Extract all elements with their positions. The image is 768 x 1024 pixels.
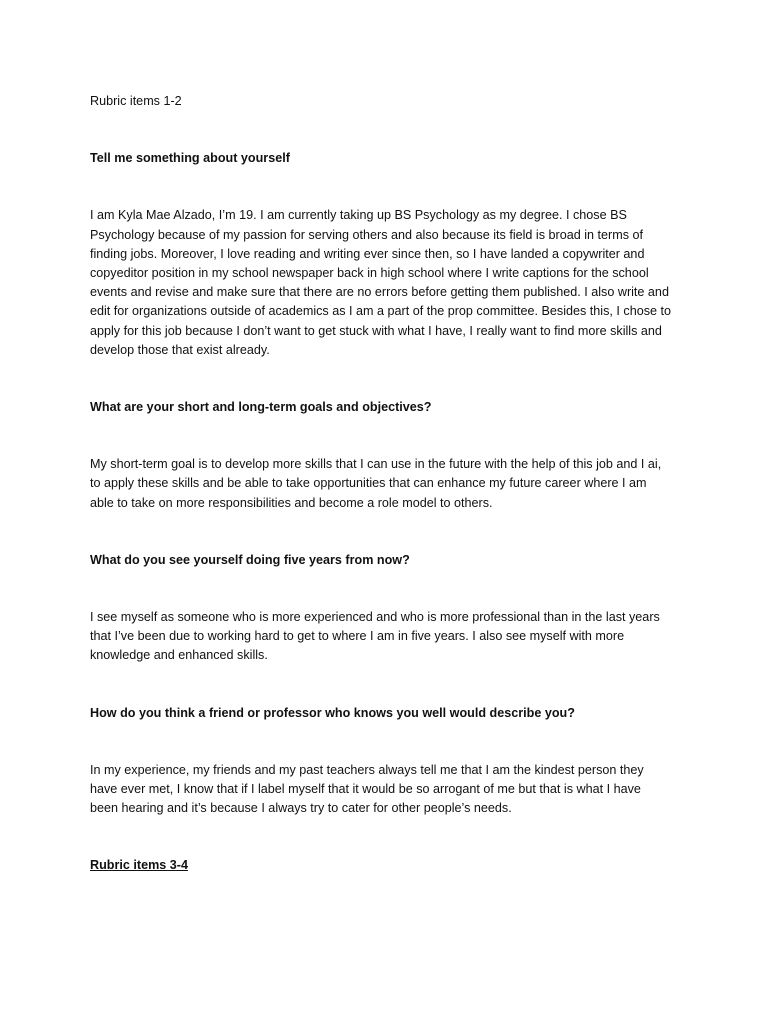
answer-line: In my experience, my friends and my past teachers always tell me that I am the kindest person they [90,762,644,777]
question-heading: What do you see yourself doing five years from now? [90,552,410,567]
answer-paragraph [90,206,690,360]
answer-line: knowledge and enhanced skills. [90,648,268,663]
answer-paragraph [90,455,690,513]
answer-paragraph [90,761,690,819]
answer-line: to apply these skills and be able to take opportunities that can enhance my future career where I am [90,476,647,491]
answer-line: been hearing and it’s because I always try to cater for other people’s needs. [90,801,512,816]
section-label-rubric-1-2: Rubric items 1-2 [90,94,182,108]
answer-line: able to take on more responsibilities and become a role model to others. [90,495,493,510]
answer-line: events and revise and make sure that there are no errors before getting them published. I also write and [90,285,669,300]
answer-paragraph [90,608,690,666]
answer-line: My short-term goal is to develop more skills that I can use in the future with the help of this job and I ai, [90,457,662,472]
answer-line: copyeditor position in my school newspaper back in high school where I write captions for the school [90,266,649,281]
answer-line: apply for this job because I don’t want to get stuck with what I have, I really want to find more skills and [90,323,662,338]
question-heading: Tell me something about yourself [90,151,290,166]
answer-line: develop those that exist already. [90,342,270,357]
answer-line: that I’ve been due to working hard to get to where I am in five years. I also see myself with more [90,629,625,644]
answer-line: I am Kyla Mae Alzado, I’m 19. I am currently taking up BS Psychology as my degree. I chose BS [90,208,627,223]
question-heading: What are your short and long-term goals and objectives? [90,400,432,415]
answer-line: have ever met, I know that if I label myself that it would be so arrogant of me but that is what I have [90,782,641,797]
question-heading: How do you think a friend or professor who knows you well would describe you? [90,705,575,720]
answer-line: edit for organizations outside of academics as I am a part of the prop committee. Besides this, I chose to [90,304,672,319]
document-body [90,92,690,876]
answer-line: finding jobs. Moreover, I love reading and writing ever since then, so I have landed a copywriter and [90,246,645,261]
answer-line: I see myself as someone who is more experienced and who is more professional than in the last years [90,610,660,625]
answer-line: Psychology because of my passion for serving others and also because its field is broad in terms of [90,227,644,242]
section-label-rubric-3-4: Rubric items 3-4 [90,858,188,873]
